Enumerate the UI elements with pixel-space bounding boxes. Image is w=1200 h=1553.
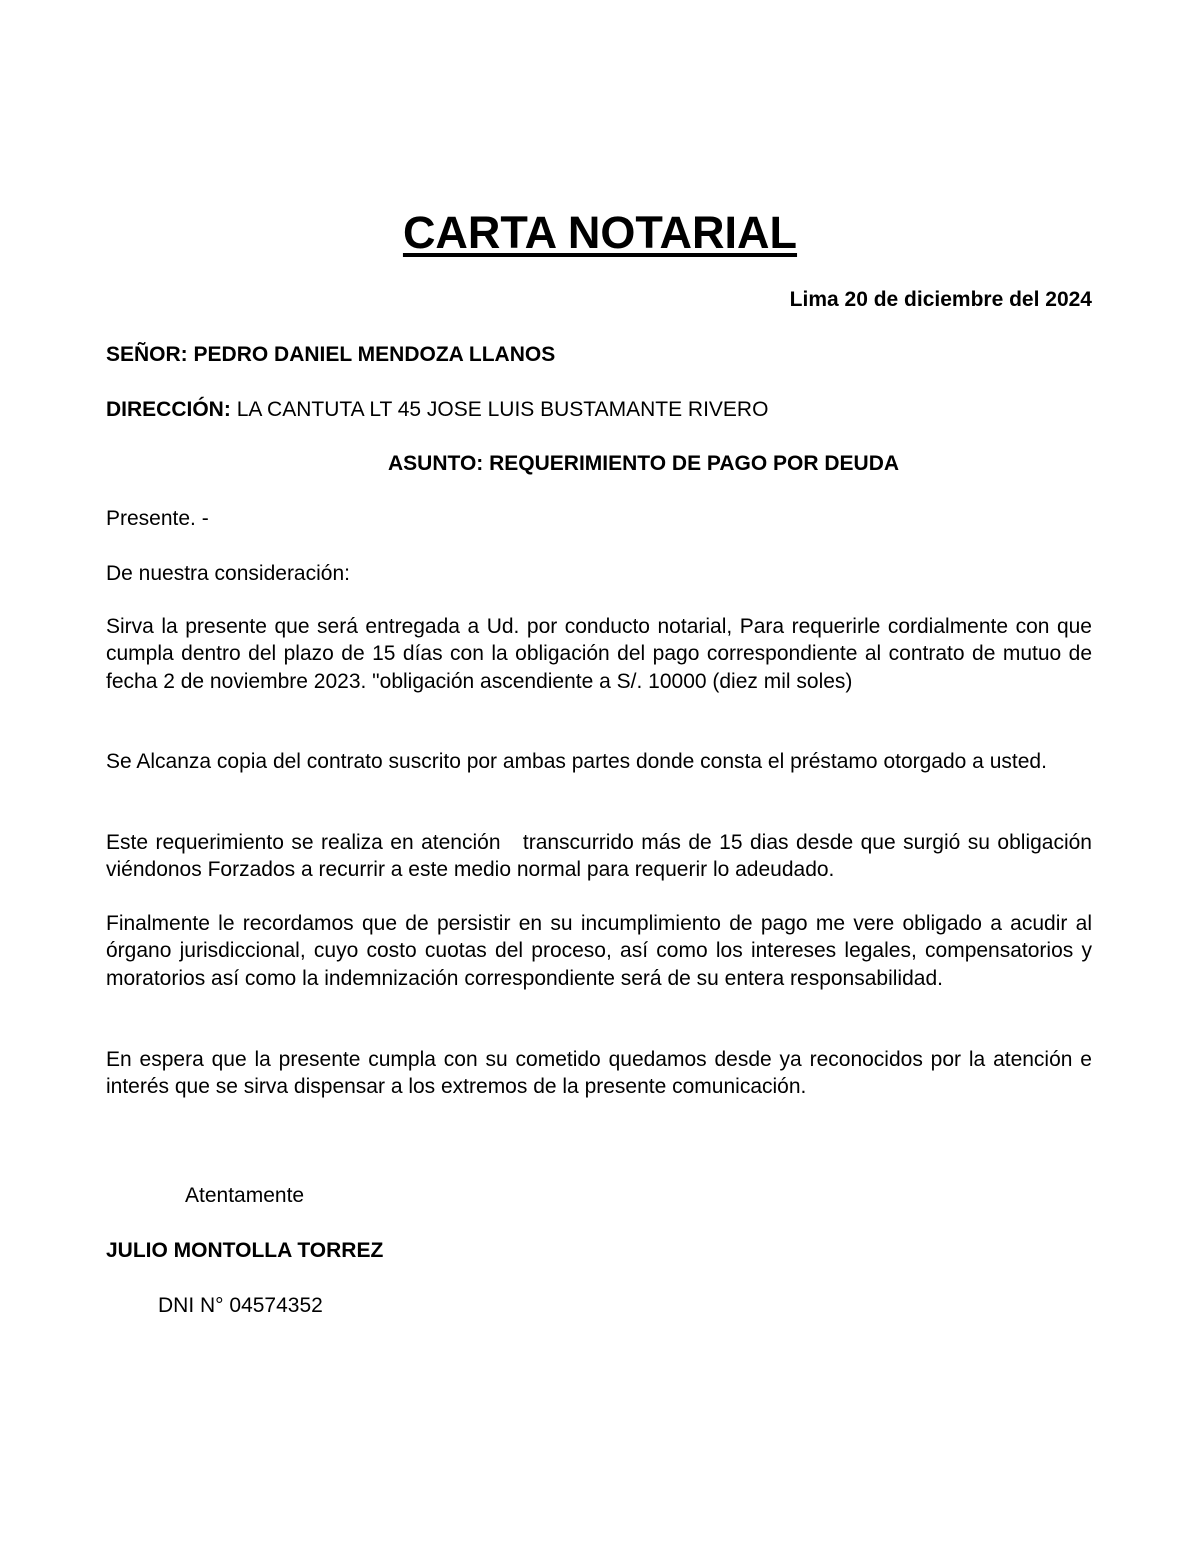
signer-id: DNI N° 04574352 [158, 1294, 323, 1317]
document-title: CARTA NOTARIAL [402, 207, 798, 258]
recipient-label: SEÑOR: [106, 343, 188, 366]
address-value: LA CANTUTA LT 45 JOSE LUIS BUSTAMANTE RIVERO [236, 398, 769, 421]
address-line [106, 396, 768, 423]
greeting: Presente. - [106, 507, 209, 530]
salutation: De nuestra consideración: [106, 562, 350, 585]
body-paragraph-4: Finalmente le recordamos que de persistir en su incumplimiento de pago me vere obligado a acudir al órgano jurisdiccional, cuyo costo cuotas del proceso, así como los intereses legales, compensatorios y moratorios así como la indemnización correspondiente será de su entera responsabilidad. [106, 912, 1092, 990]
body-paragraph-2: Se Alcanza copia del contrato suscrito por ambas partes donde consta el préstamo otorgado a usted. [106, 750, 1047, 773]
letter-date: Lima 20 de diciembre del 2024 [789, 288, 1092, 311]
address-label: DIRECCIÓN: [106, 398, 231, 421]
body-paragraph-1: Sirva la presente que será entregada a Ud. por conducto notarial, Para requerirle cordialmente con que cumpla dentro del plazo de 15 días con la obligación del pago correspondiente al contrato de mutuo de fecha 2 de noviembre 2023. "obligación ascendiente a S/. 10000 (diez mil soles) [106, 615, 1092, 693]
body-paragraph-3: Este requerimiento se realiza en atención transcurrido más de 15 dias desde que surgió su obligación viéndonos Forzados a recurrir a este medio normal para requerir lo adeudado. [106, 831, 1098, 882]
subject-line: ASUNTO: REQUERIMIENTO DE PAGO POR DEUDA [388, 452, 900, 475]
body-paragraph-5: En espera que la presente cumpla con su cometido quedamos desde ya reconocidos por la atención e interés que se sirva dispensar a los extremos de la presente comunicación. [106, 1048, 1092, 1099]
recipient-line [106, 341, 555, 368]
signer-name: JULIO MONTOLLA TORREZ [106, 1239, 384, 1262]
closing: Atentamente [185, 1184, 305, 1207]
recipient-name: PEDRO DANIEL MENDOZA LLANOS [193, 343, 556, 366]
